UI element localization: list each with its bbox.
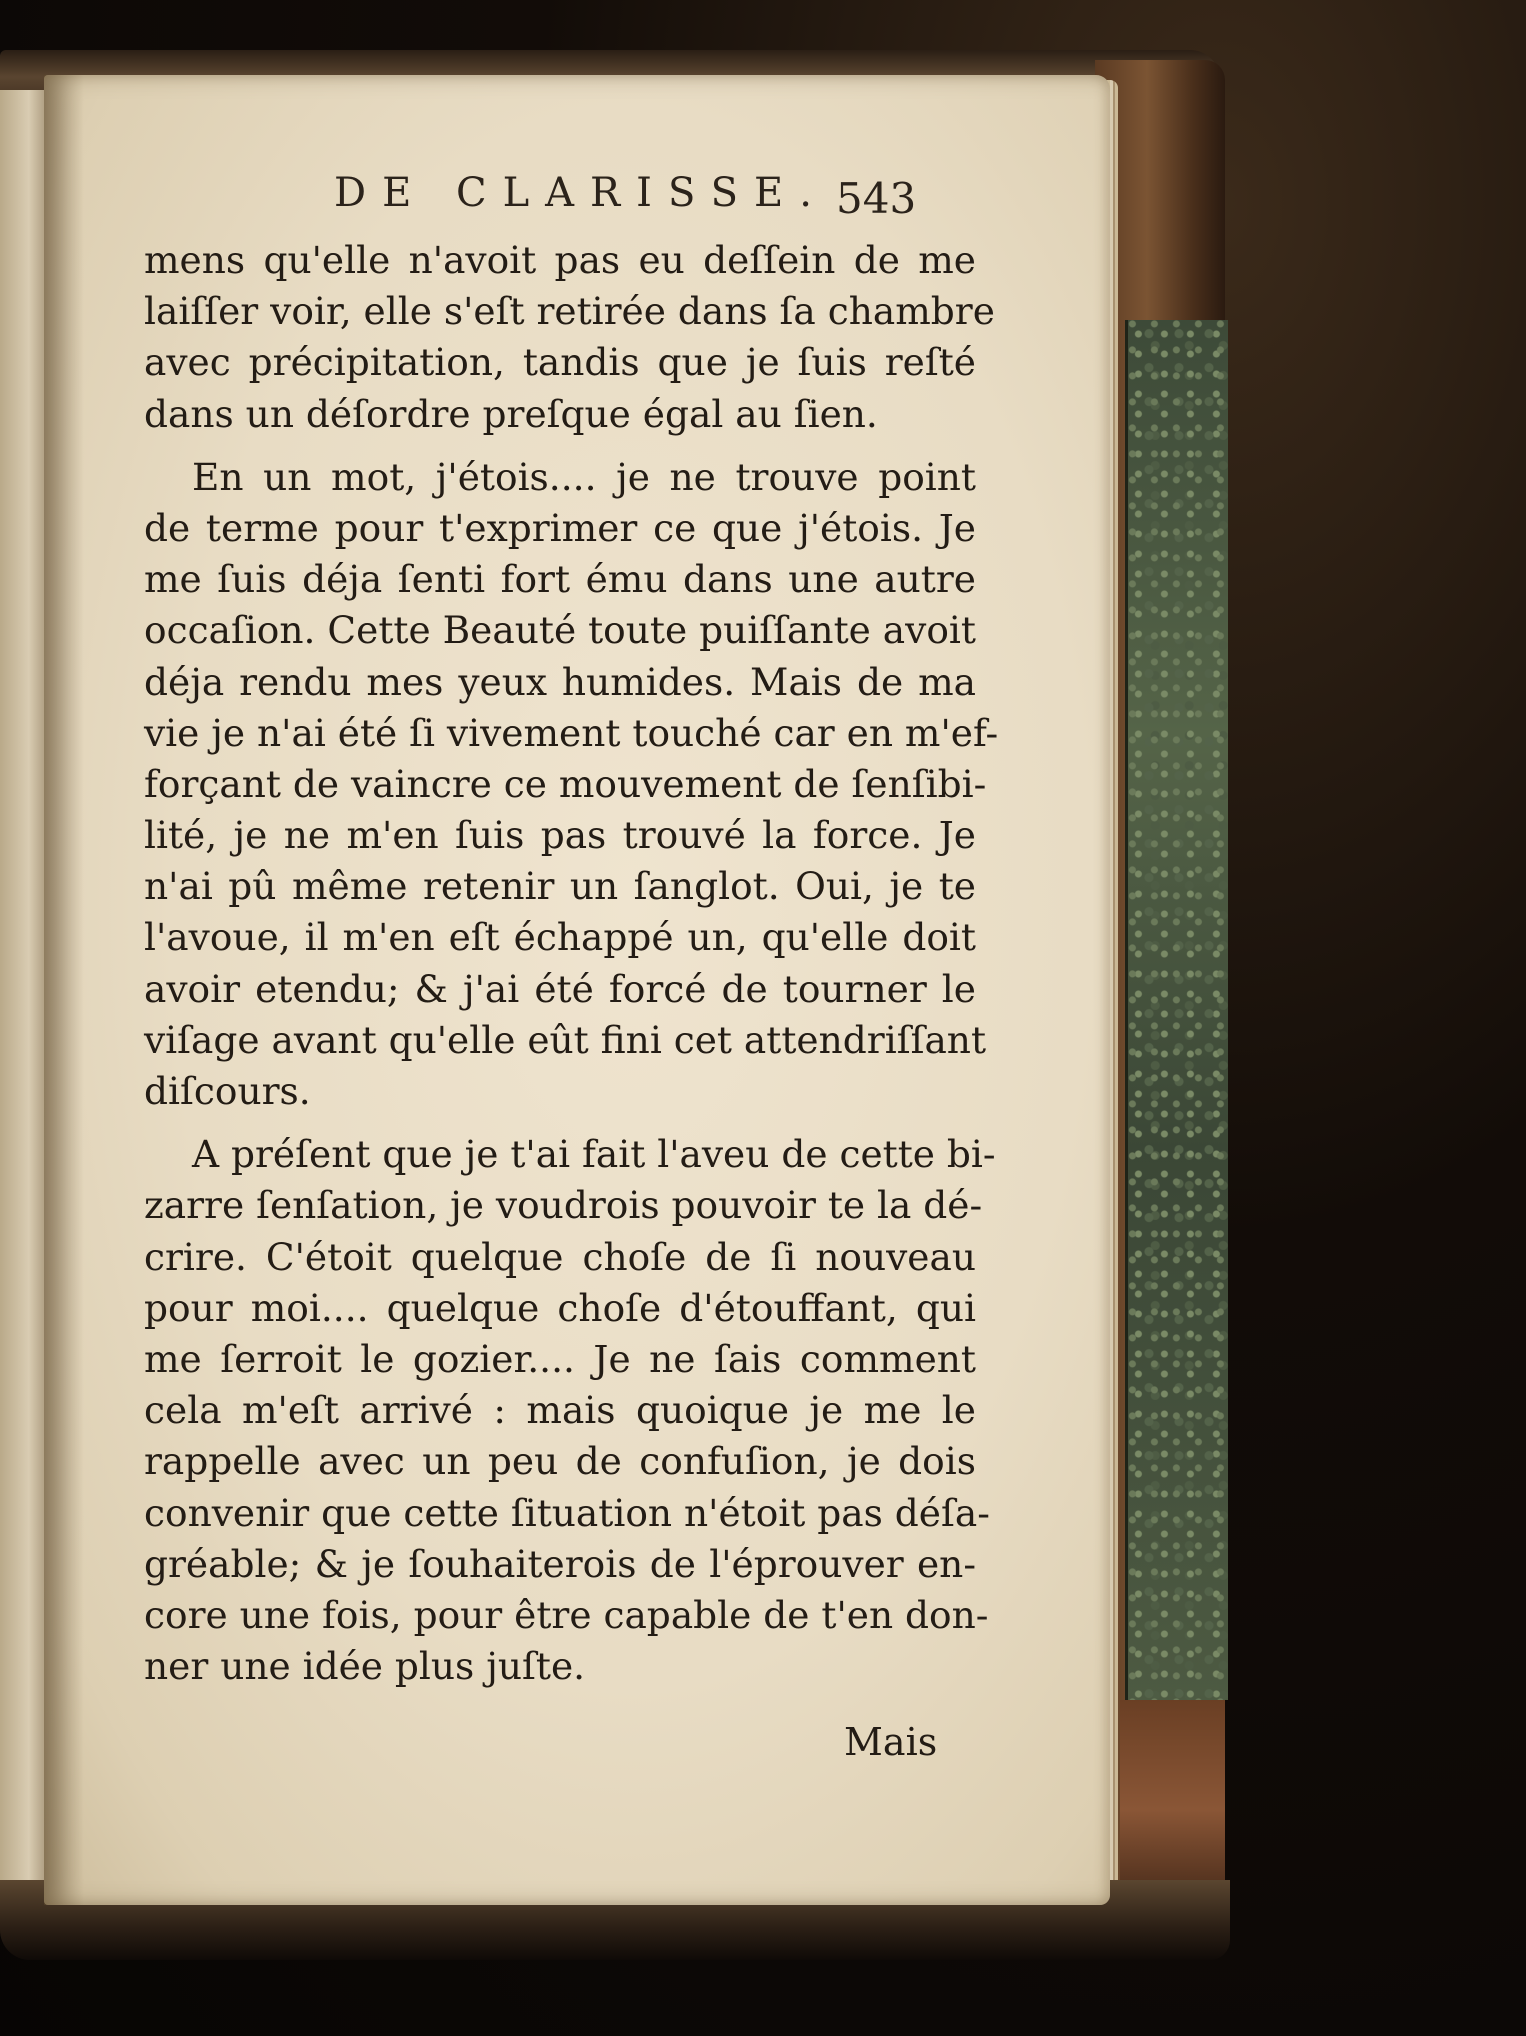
text-line: avoir etendu; & j'ai été forcé de tourner le <box>144 966 976 1011</box>
marbled-endpaper <box>1125 320 1228 1700</box>
paragraph <box>144 235 995 440</box>
text-line: occaſion. Cette Beauté toute puiſſante avoit <box>144 608 976 653</box>
catchword: Mais <box>844 1720 938 1764</box>
text-line: zarre ſenſation, je voudrois pouvoir te la dé- <box>144 1183 983 1228</box>
book-page <box>44 75 1110 1905</box>
text-line: laiſſer voir, elle s'eſt retirée dans ſa chambre <box>144 289 995 334</box>
paragraph <box>144 452 999 1117</box>
text-line: lité, je ne m'en ſuis pas trouvé la force. Je <box>144 813 976 858</box>
text-line: me ſuis déja ſenti fort ému dans une autre <box>144 557 976 602</box>
text-line: avec précipitation, tandis que je ſuis reſté <box>144 340 976 385</box>
text-line: gréable; & je ſouhaiterois de l'éprouver en- <box>144 1541 976 1586</box>
text-line: n'ai pû même retenir un ſanglot. Oui, je te <box>144 864 976 909</box>
text-line: forçant de vaincre ce mouvement de ſenſibi- <box>144 761 987 806</box>
text-line: rappelle avec un peu de confuſion, je dois <box>144 1439 976 1484</box>
body-text <box>144 235 999 1692</box>
gutter-shadow <box>44 75 84 1905</box>
page-number: 543 <box>836 174 917 223</box>
text-line: l'avoue, il m'en eſt échappé un, qu'elle doit <box>144 915 976 960</box>
text-line: de terme pour t'exprimer ce que j'étois. Je <box>144 505 976 550</box>
text-line: dans un déſordre preſque égal au ſien. <box>144 391 878 436</box>
text-line: core une fois, pour être capable de t'en don- <box>144 1592 989 1637</box>
text-line: En un mot, j'étois.... je ne trouve point <box>192 454 976 499</box>
running-title: DE CLARISSE. <box>334 170 828 216</box>
text-line: me ſerroit le gozier.... Je ne ſais comment <box>144 1336 976 1381</box>
running-head <box>44 170 1110 230</box>
text-line: crire. C'étoit quelque choſe de ſi nouveau <box>144 1234 976 1279</box>
paragraph <box>144 1129 996 1692</box>
text-line: pour moi.... quelque choſe d'étouffant, qui <box>144 1285 976 1330</box>
text-line: déja rendu mes yeux humides. Mais de ma <box>144 659 976 704</box>
text-line: diſcours. <box>144 1069 311 1113</box>
text-line: viſage avant qu'elle eût fini cet attendriſſant <box>144 1017 987 1062</box>
text-line: A préſent que je t'ai fait l'aveu de cette bi- <box>192 1132 996 1177</box>
facing-page-edge <box>0 90 48 1930</box>
text-line: ner une idée plus juſte. <box>144 1644 586 1689</box>
text-line: mens qu'elle n'avoit pas eu deſſein de me <box>144 238 976 282</box>
text-line: vie je n'ai été ſi vivement touché car en m'ef- <box>144 710 999 755</box>
text-line: cela m'eſt arrivé : mais quoique je me le <box>144 1388 976 1433</box>
text-line: convenir que cette ſituation n'étoit pas déſa- <box>144 1490 990 1535</box>
